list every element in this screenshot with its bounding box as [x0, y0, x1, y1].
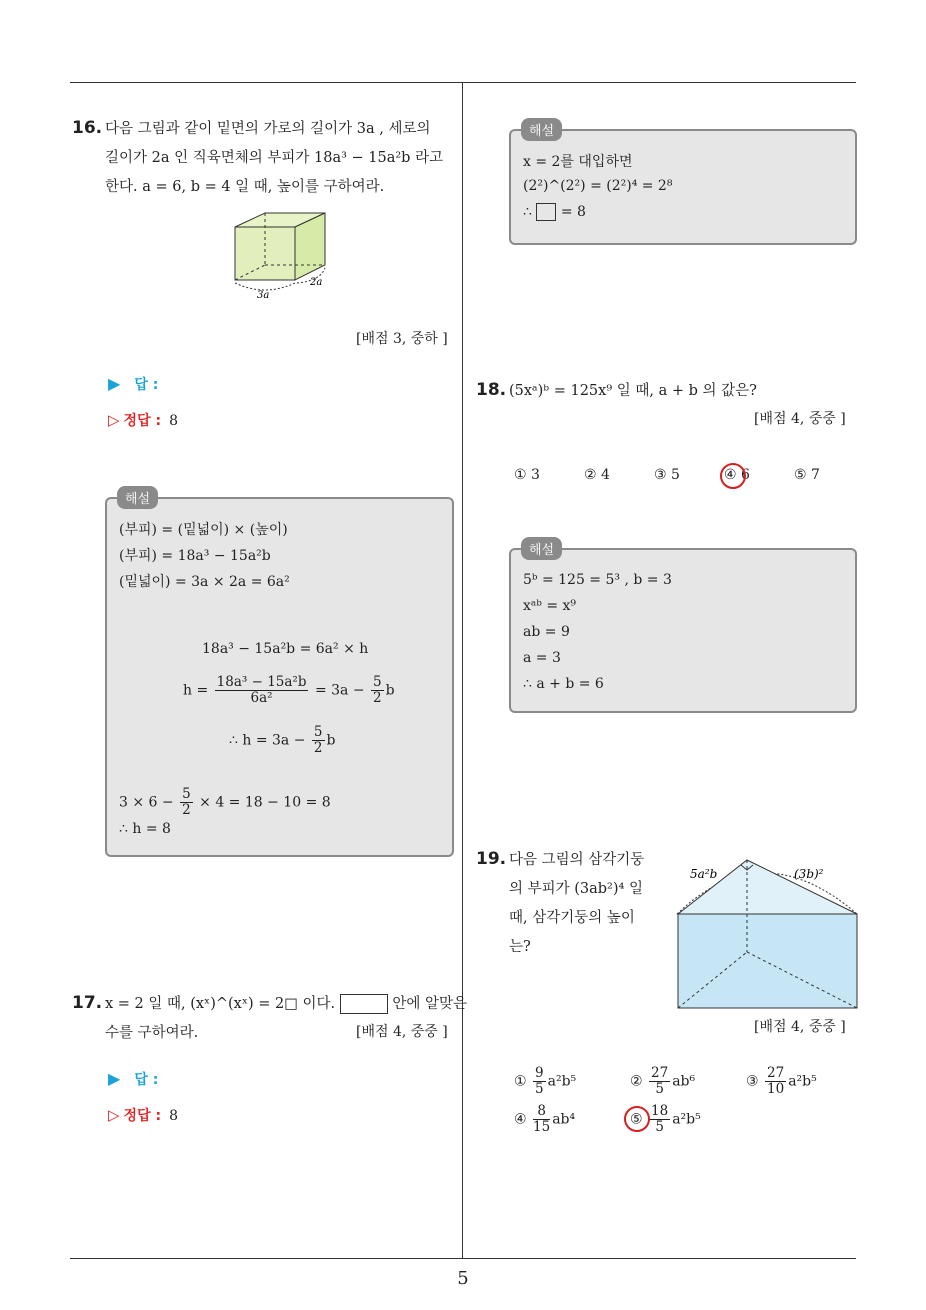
page-number: 5	[457, 1268, 469, 1289]
q19-choice-4-frac	[533, 1104, 550, 1135]
q16-answer-label: 답 :	[134, 377, 159, 393]
q19-prism-figure	[672, 852, 862, 1012]
q16-sol-line2: (부피) = 18a³ − 15a²b	[119, 548, 271, 564]
q16-fig-label-w: 3a	[257, 290, 270, 301]
q18-choice-3[interactable]: ③ 5	[654, 467, 680, 483]
q19-line4: 는?	[509, 939, 531, 955]
q16-score: [배점 3, 중하 ]	[356, 331, 448, 347]
q19-line1: 다음 그림의 삼각기둥	[509, 852, 645, 868]
q16-frac-num3: 5	[182, 786, 191, 802]
q19-choice-4[interactable]	[514, 1104, 575, 1135]
q16-calc-b: × 4 = 18 − 10 = 8	[199, 794, 331, 811]
q18-number: 18.	[476, 380, 507, 400]
q18-choice-1[interactable]: ① 3	[514, 467, 540, 483]
q17-line1	[105, 990, 467, 1019]
q19-choice-4-mark: ④	[514, 1111, 527, 1128]
q16-correct-value: 8	[169, 413, 178, 429]
q16-frac-num2: 5	[313, 724, 323, 740]
q19-choice-1-mark: ①	[514, 1073, 527, 1090]
q16-solution-box	[105, 492, 454, 857]
q19-selected-circle	[624, 1106, 650, 1132]
q18-sol-line3: ab = 9	[523, 624, 570, 640]
q19-choice-2-den: 5	[655, 1081, 664, 1097]
q17-correct-label: 정답 :	[123, 1108, 162, 1124]
q17-sol-line2: (2²)^(2²) = (2²)⁴ = 2⁸	[523, 178, 673, 194]
q19-choice-5-den: 5	[655, 1119, 664, 1135]
q19-line2: 의 부피가 (3ab²)⁴ 일	[509, 881, 643, 897]
q16-cuboid-figure	[225, 205, 345, 305]
q16-therefore: ∴ h = 3a −	[229, 732, 306, 749]
q17-line2: 수를 구하여라.	[105, 1025, 199, 1041]
q16-frac-5-2-b	[312, 725, 325, 756]
q19-choice-3-mark: ③	[746, 1073, 759, 1090]
q16-sol-eq3	[229, 725, 335, 756]
q16-sol-eq2	[183, 675, 395, 706]
play-icon: ▶	[108, 1069, 121, 1088]
q18-sol-line2: xᵃᵇ = x⁹	[523, 598, 577, 614]
q19-score: [배점 4, 중중 ]	[754, 1019, 846, 1035]
q16-frac-den3: 2	[182, 802, 191, 818]
q17-line1-b: 안에 알맞은	[392, 996, 468, 1012]
q17-solution-badge: 해설	[521, 118, 562, 141]
q17-sol-line1: x = 2를 대입하면	[523, 154, 633, 170]
q18-sol-line1: 5ᵇ = 125 = 5³ , b = 3	[523, 572, 672, 588]
q17-square-box	[536, 203, 556, 221]
q19-choice-5-mark: ⑤	[630, 1111, 643, 1128]
q16-eq-b: b	[385, 682, 395, 699]
q19-choice-3-den: 10	[767, 1081, 785, 1097]
q16-frac-5-2-c	[180, 787, 193, 818]
q16-frac-den2: 2	[313, 740, 323, 756]
q17-answer-label: 답 :	[134, 1072, 159, 1088]
q19-choice-2-tail: ab⁶	[672, 1073, 696, 1090]
q16-frac-num: 5	[373, 674, 382, 690]
q17-blank-box	[340, 994, 388, 1014]
q19-choice-4-num: 8	[533, 1104, 550, 1120]
q17-line1-a: x = 2 일 때, (xˣ)^(xˣ) = 2□ 이다.	[105, 996, 336, 1012]
q17-therefore: ∴	[523, 204, 532, 220]
q19-choice-5-frac	[649, 1104, 670, 1135]
q19-text	[509, 846, 644, 962]
q19-choice-2-num: 27	[651, 1065, 669, 1081]
q19-choice-4-tail: ab⁴	[552, 1111, 576, 1128]
q19-choice-5-tail: a²b⁵	[672, 1111, 701, 1128]
q16-line3: 한다. a = 6, b = 4 일 때, 높이를 구하여라.	[105, 179, 385, 195]
q17-correct-value: 8	[169, 1108, 178, 1124]
q16-line1: 다음 그림과 같이 밑면의 가로의 길이가 3a , 세로의	[105, 121, 431, 137]
q16-solution-badge: 해설	[117, 486, 158, 509]
q18-text: (5xᵃ)ᵇ = 125x⁹ 일 때, a + b 의 값은?	[509, 383, 757, 399]
q18-solution-box	[509, 543, 857, 713]
q16-sol-eq1: 18a³ − 15a²b = 6a² × h	[202, 641, 369, 657]
q16-line2: 길이가 2a 인 직육면체의 부피가 18a³ − 15a²b 라고	[105, 150, 444, 166]
q19-choice-1[interactable]	[514, 1066, 576, 1097]
q19-choice-1-num: 9	[535, 1065, 544, 1081]
q19-choice-4-den: 15	[533, 1119, 551, 1135]
q19-fig-label-left: 5a²b	[690, 867, 718, 881]
q16-eq-mid: = 3a −	[314, 682, 365, 699]
q16-frac-5-2	[371, 675, 384, 706]
q19-choice-3-num: 27	[767, 1065, 785, 1081]
q18-choice-5[interactable]: ⑤ 7	[794, 467, 820, 483]
q17-eq8: = 8	[560, 204, 586, 220]
q19-line3: 때, 삼각기둥의 높이	[509, 910, 635, 926]
q18-choice-4[interactable]: ④ 6	[724, 467, 750, 483]
q16-calc-a: 3 × 6 −	[119, 794, 174, 811]
q16-sol-calc	[119, 787, 331, 818]
triangle-outline-icon: ▷	[108, 1106, 120, 1124]
q17-correct-row	[108, 1105, 178, 1125]
q19-fig-label-right: (3b)²	[794, 867, 824, 881]
play-icon: ▶	[108, 374, 121, 393]
q16-sol-line3: (밑넓이) = 3a × 2a = 6a²	[119, 574, 290, 590]
q18-choice-2[interactable]: ② 4	[584, 467, 610, 483]
q17-number: 17.	[72, 993, 103, 1013]
q16-h-eq: h =	[183, 682, 209, 699]
q16-main-fraction	[215, 675, 309, 706]
q19-choice-3-frac	[765, 1066, 786, 1097]
top-rule	[70, 82, 856, 83]
q19-choice-2[interactable]	[630, 1066, 695, 1097]
q16-frac-bottom: 6a²	[250, 690, 273, 706]
q19-choice-3-tail: a²b⁵	[788, 1073, 817, 1090]
q17-sol-line3	[523, 203, 586, 221]
q19-choice-1-frac	[533, 1066, 546, 1097]
q19-choice-3[interactable]	[746, 1066, 817, 1097]
q18-selected-circle	[720, 463, 746, 489]
q17-score: [배점 4, 중중 ]	[356, 1024, 448, 1040]
q18-score: [배점 4, 중중 ]	[754, 411, 846, 427]
q16-text	[105, 115, 443, 202]
q17-solution-box	[509, 124, 857, 245]
q18-sol-line4: a = 3	[523, 650, 561, 666]
q19-choice-5-num: 18	[651, 1103, 669, 1119]
q16-fig-label-d: 2a	[310, 277, 323, 288]
q18-sol-line5: ∴ a + b = 6	[523, 676, 604, 692]
q18-solution-badge: 해설	[521, 537, 562, 560]
column-divider	[462, 83, 463, 1258]
q16-sol-line1: (부피) = (밑넓이) × (높이)	[119, 522, 288, 538]
q16-answer-row[interactable]	[108, 374, 158, 394]
q19-choice-1-tail: a²b⁵	[547, 1073, 577, 1090]
q19-number: 19.	[476, 849, 507, 869]
q19-choice-1-den: 5	[535, 1081, 544, 1097]
triangle-outline-icon: ▷	[108, 411, 120, 429]
q16-correct-row	[108, 410, 178, 430]
q16-frac-den: 2	[373, 690, 382, 706]
q17-answer-row[interactable]	[108, 1069, 158, 1089]
q16-frac-top: 18a³ − 15a²b	[216, 674, 307, 690]
q16-sol-final: ∴ h = 8	[119, 821, 171, 837]
q16-number: 16.	[72, 118, 103, 138]
q16-correct-label: 정답 :	[123, 413, 162, 429]
q19-choice-2-frac	[649, 1066, 670, 1097]
q16-eq-b2: b	[326, 732, 336, 749]
bottom-rule	[70, 1258, 856, 1259]
q19-choice-2-mark: ②	[630, 1073, 643, 1090]
